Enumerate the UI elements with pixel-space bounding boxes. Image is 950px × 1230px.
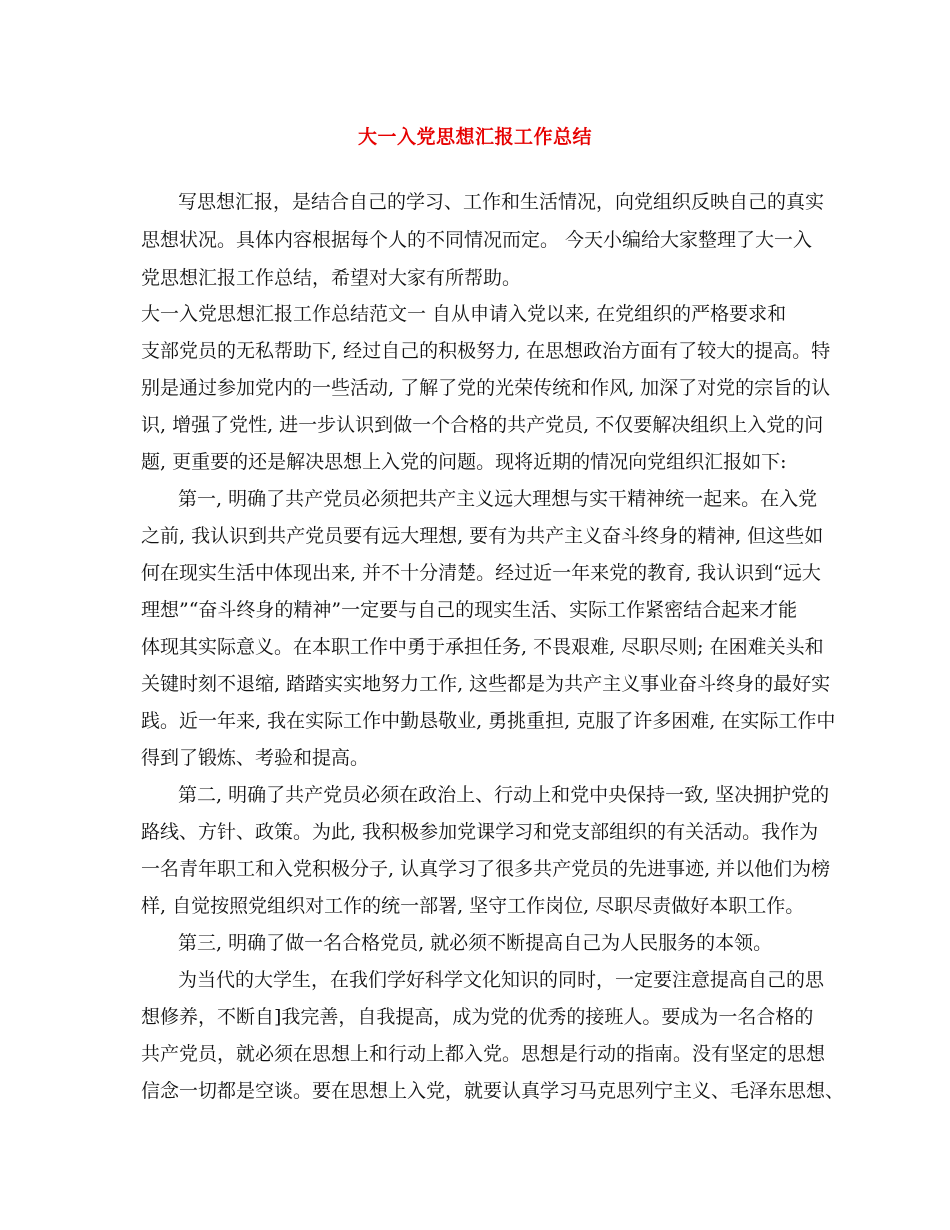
body-line: 理想”“奋斗终身的精神”一定要与自己的现实生活、实际工作紧密结合起来才能 (141, 599, 798, 621)
body-line: 第二, 明确了共产党员必须在政治上、行动上和党中央保持一致, 坚决拥护党的 (178, 784, 830, 806)
body-line: 党思想汇报工作总结，希望对大家有所帮助。 (141, 267, 522, 289)
body-line: 大一入党思想汇报工作总结范文一 自从申请入党以来, 在党组织的严格要求和 (141, 303, 787, 325)
body-line: 第一, 明确了共产党员必须把共产主义远大理想与实干精神统一起来。在入党 (178, 488, 818, 510)
body-line: 关键时刻不退缩, 踏踏实实地努力工作, 这些都是为共产主义事业奋斗终身的最好实 (141, 673, 831, 695)
body-line: 写思想汇报，是结合自己的学习、工作和生活情况，向党组织反映自己的真实 (178, 191, 825, 213)
body-line: 何在现实生活中体现出来, 并不十分清楚。经过近一年来党的教育, 我认识到“远大 (141, 562, 821, 584)
body-line: 题, 更重要的还是解决思想上入党的问题。现将近期的情况向党组织汇报如下: (141, 451, 787, 473)
body-line: 信念一切都是空谈。要在思想上入党，就要认真学习马克思列宁主义、毛泽东思想、 (141, 1080, 845, 1102)
body-line: 别是通过参加党内的一些活动, 了解了党的光荣传统和作风, 加深了对党的宗旨的认 (141, 377, 831, 399)
body-line: 得到了锻炼、考验和提高。 (141, 747, 370, 769)
body-line: 之前, 我认识到共产党员要有远大理想, 要有为共产主义奋斗终身的精神, 但这些如 (141, 525, 824, 547)
document-title: 大一入党思想汇报工作总结 (357, 126, 592, 148)
body-line: 识, 增强了党性, 进一步认识到做一个合格的共产党员, 不仅要解决组织上入党的问 (141, 414, 824, 436)
body-line: 为当代的大学生，在我们学好科学文化知识的同时，一定要注意提高自己的思 (178, 969, 825, 991)
body-line: 共产党员，就必须在思想上和行动上都入党。思想是行动的指南。没有坚定的思想 (141, 1043, 826, 1065)
body-line: 践。近一年来, 我在实际工作中勤恳敬业, 勇挑重担, 克服了许多困难, 在实际工作中 (141, 710, 836, 732)
body-line: 一名青年职工和入党积极分子, 认真学习了很多共产党员的先进事迹, 并以他们为榜 (141, 858, 831, 880)
body-line: 想修养，不断自]我完善，自我提高，成为党的优秀的接班人。要成为一名合格的 (141, 1006, 814, 1028)
body-line: 体现其实际意义。在本职工作中勇于承担任务, 不畏艰难, 尽职尽则; 在困难关头和 (141, 636, 824, 658)
body-line: 思想状况。具体内容根据每个人的不同情况而定。 今天小编给大家整理了大一入 (141, 229, 813, 251)
body-line: 支部党员的无私帮助下, 经过自己的积极努力, 在思想政治方面有了较大的提高。特 (141, 340, 831, 362)
body-line: 样, 自觉按照党组织对工作的统一部署, 坚守工作岗位, 尽职尽责做好本职工作。 (141, 895, 805, 917)
body-line: 路线、方针、政策。为此, 我积极参加党课学习和党支部组织的有关活动。我作为 (141, 821, 819, 843)
body-line: 第三, 明确了做一名合格党员, 就必须不断提高自己为人民服务的本领。 (178, 932, 773, 954)
